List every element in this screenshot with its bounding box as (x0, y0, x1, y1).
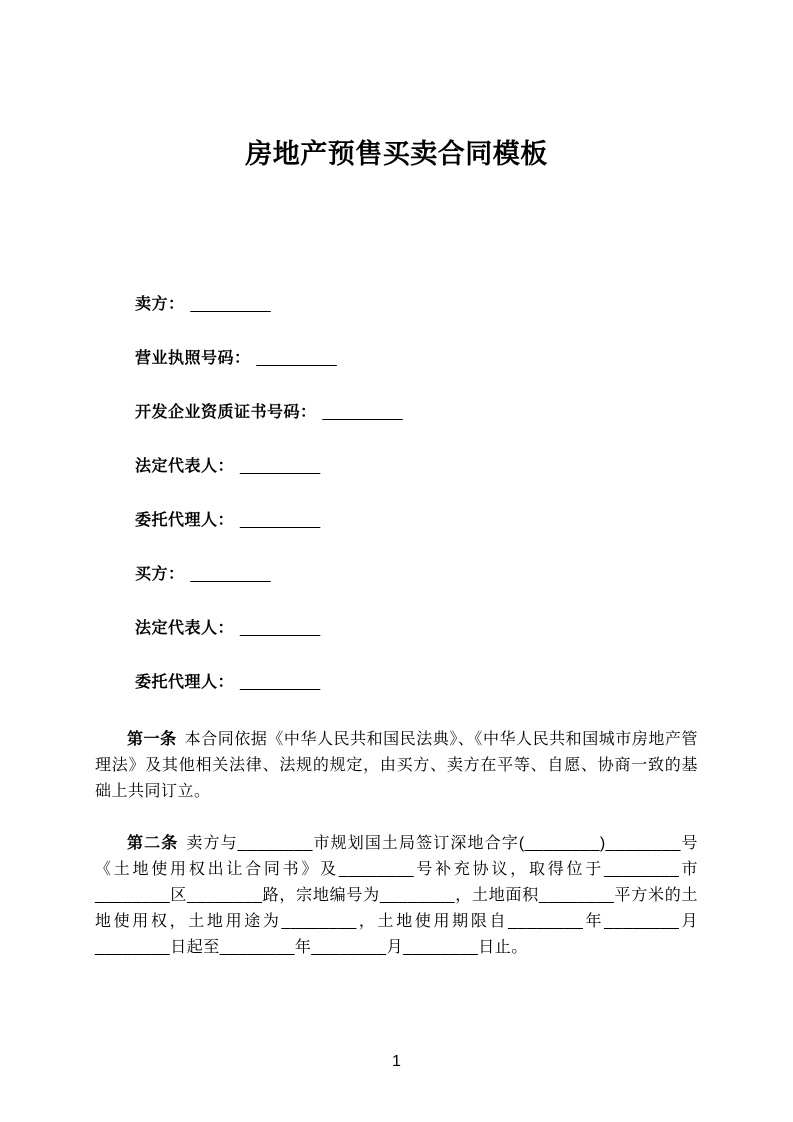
document-title: 房地产预售买卖合同模板 (245, 139, 548, 169)
field-blank-line: _________ (190, 296, 271, 314)
clause-1-text: 本合同依据《中华人民共和国民法典》、《中华人民共和国城市房地产管理法》及其他相关法律、法规的规定，由买方、卖方在平等、自愿、协商一致的基础上共同订立。 (95, 731, 698, 801)
field-blank-line: _________ (240, 512, 321, 530)
field-buyer (135, 565, 698, 585)
field-label: 营业执照号码： (135, 350, 251, 368)
field-buyer-authorized-agent (135, 673, 698, 693)
field-label: 法定代表人： (135, 620, 235, 638)
field-developer-qualification-certificate-number (135, 403, 698, 423)
field-blank-line: _________ (256, 350, 337, 368)
clause-2-number: 第二条 (127, 835, 179, 853)
field-blank-line: _________ (240, 674, 321, 692)
field-label: 委托代理人： (135, 674, 235, 692)
field-seller-legal-representative (135, 457, 698, 477)
field-business-license-number (135, 349, 698, 369)
field-blank-line: _________ (240, 620, 321, 638)
clause-1 (95, 727, 698, 805)
party-fields-section (95, 295, 698, 693)
page-number: 1 (392, 1053, 401, 1070)
field-seller-authorized-agent (135, 511, 698, 531)
field-label: 卖方： (135, 296, 185, 314)
field-blank-line: _________ (322, 404, 403, 422)
field-label: 开发企业资质证书号码： (135, 404, 317, 422)
field-blank-line: _________ (240, 458, 321, 476)
field-buyer-legal-representative (135, 619, 698, 639)
field-blank-line: _________ (190, 566, 271, 584)
clause-2-text: 卖方与________市规划国土局签订深地合字(________)________号《土地使用权出让合同书》及________号补充协议，取得位于________市________区________路，宗地编号为________，土地面积________平方米的土地使用权，土地用途为________，土地使用期限自________年________月________日起至________年________月________日止。 (95, 835, 698, 957)
field-label: 法定代表人： (135, 458, 235, 476)
clause-2 (95, 831, 698, 961)
field-label: 买方： (135, 566, 185, 584)
field-seller (135, 295, 698, 315)
field-label: 委托代理人： (135, 512, 235, 530)
clause-1-number: 第一条 (127, 731, 177, 749)
